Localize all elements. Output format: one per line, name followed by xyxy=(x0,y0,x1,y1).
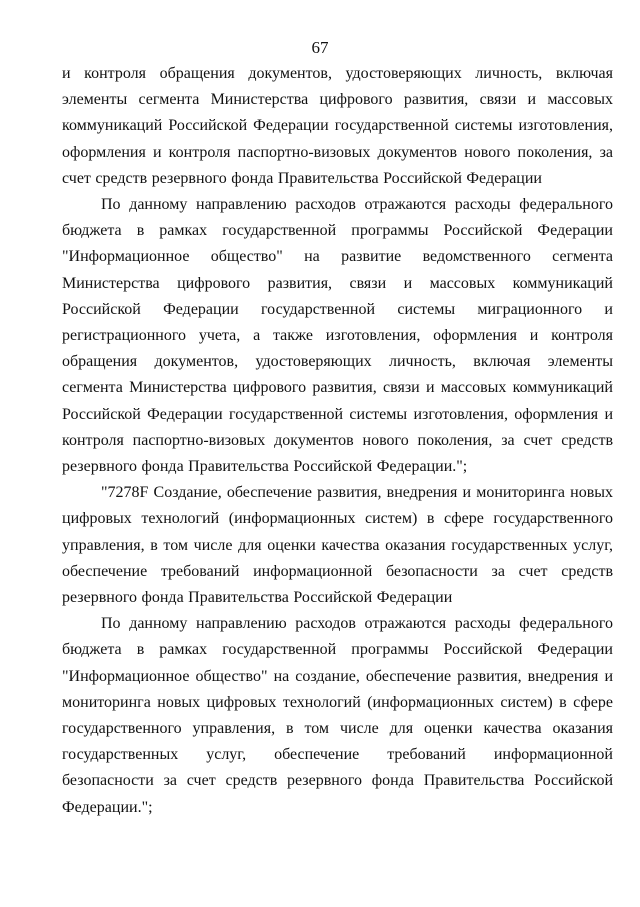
paragraph-expense-description-7278f: По данному направлению расходов отражаются расходы федерального бюджета в рамках государственной программы Российской Федерации "Информационное общество" на создание, обеспечение развития, внедрения и мониторинга новых цифровых технологий (информационных систем) в сфере государственного управления, в том числе для оценки качества оказания государственных услуг, обеспечение требований информационной безопасности за счет средств резервного фонда Правительства Российской Федерации."; xyxy=(62,615,613,816)
paragraph-expense-code-7278f: "7278F Создание, обеспечение развития, внедрения и мониторинга новых цифровых технологий (информационных систем) в сфере государственного управления, в том числе для оценки качества оказания государственных услуг, обеспечение требований информационной безопасности за счет средств резервного фонда Правительства Российской Федерации xyxy=(62,484,613,607)
paragraph-continuation: и контроля обращения документов, удостоверяющих личность, включая элементы сегмента Министерства цифрового развития, связи и массовых коммуникаций Российской Федерации государственной системы изготовления, оформления и контроля паспортно-визовых документов нового поколения, за счет средств резервного фонда Правительства Российской Федерации xyxy=(62,65,613,187)
paragraph-expense-description: По данному направлению расходов отражаются расходы федерального бюджета в рамках государственной программы Российской Федерации "Информационное общество" на развитие ведомственного сегмента Министерства цифрового развития, связи и массовых коммуникаций Российской Федерации государственной системы миграционного и регистрационного учета, а также изготовления, оформления и контроля обращения документов, удостоверяющих личность, включая элементы сегмента Министерства цифрового развития, связи и массовых коммуникаций Российской Федерации государственной системы изготовления, оформления и контроля паспортно-визовых документов нового поколения, за счет средств резервного фонда Правительства Российской Федерации."; xyxy=(62,196,613,476)
document-body xyxy=(62,61,613,821)
page-number: 67 xyxy=(311,38,329,57)
